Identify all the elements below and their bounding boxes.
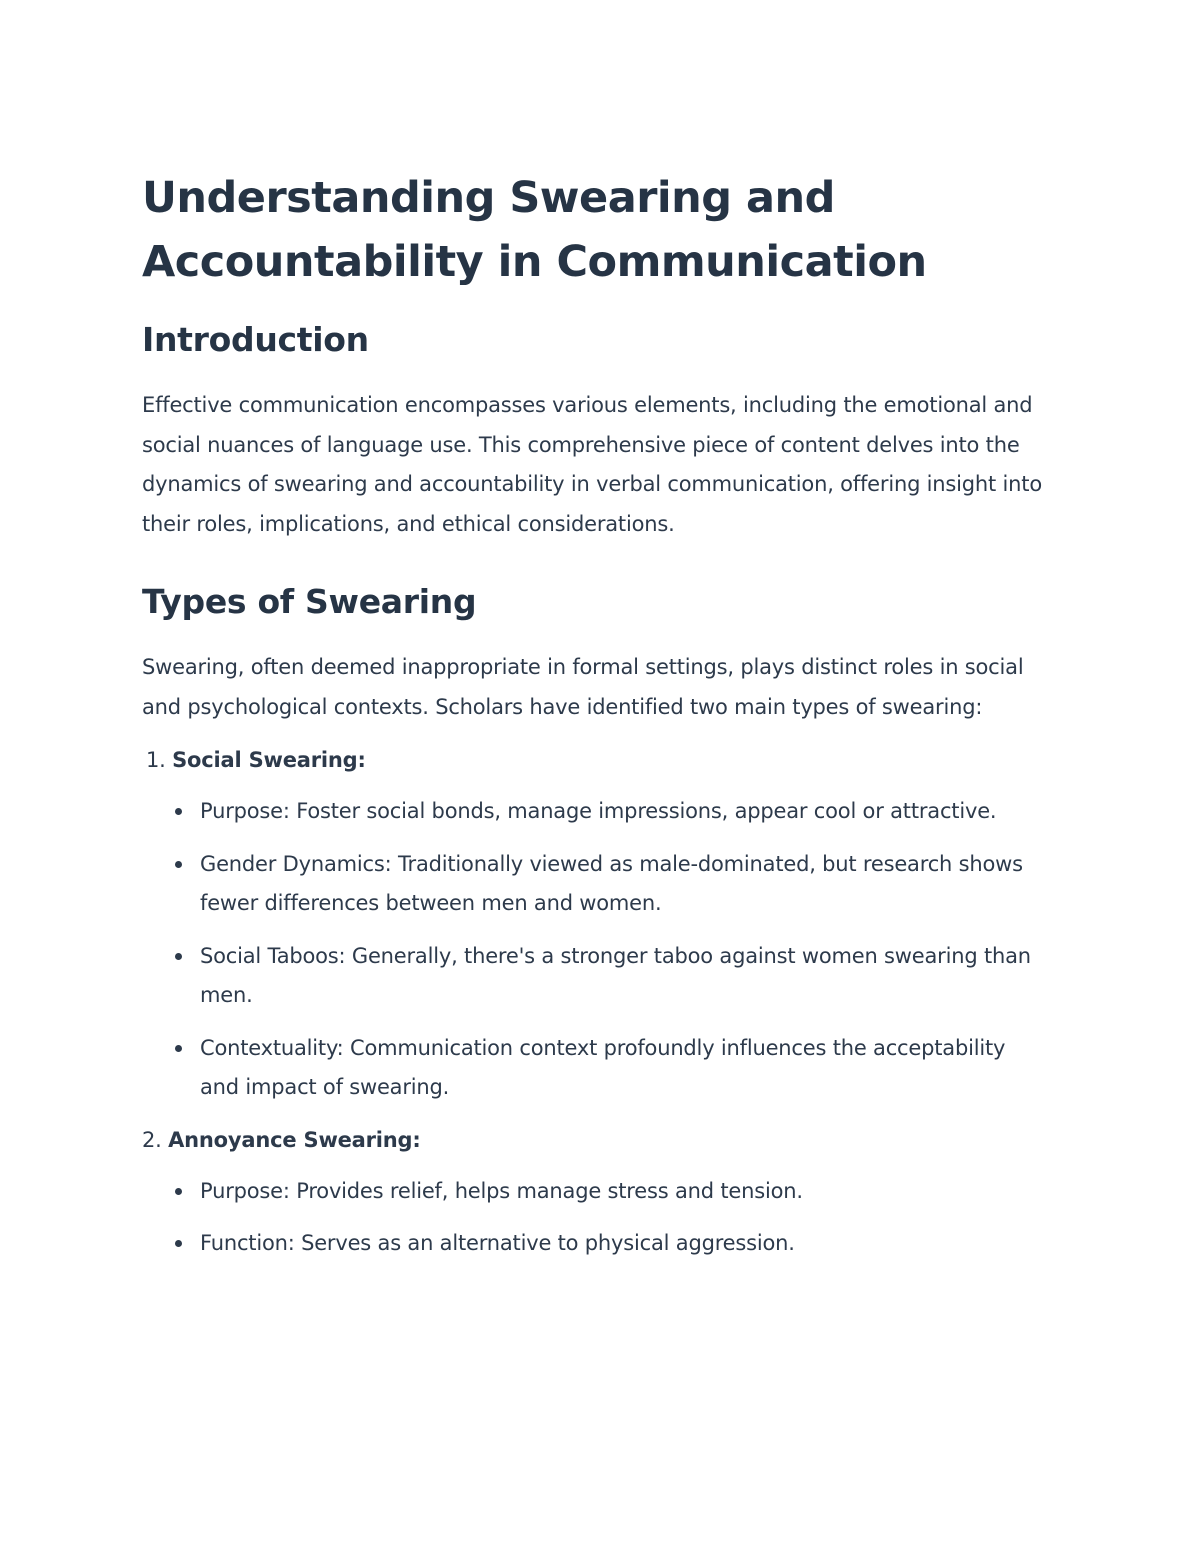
item-number: 2. [142, 1127, 162, 1152]
numbered-item-social-swearing [142, 741, 1050, 780]
bullet-dot-icon [175, 1188, 182, 1195]
document-title: Understanding Swearing and Accountability in Communication [142, 173, 927, 287]
item-label: Social Swearing: [172, 748, 366, 772]
types-paragraph: Swearing, often deemed inappropriate in formal settings, plays distinct roles in social and psychological contexts. Scholars have identified two main types of swearing: [142, 655, 1024, 719]
list-item-text: Gender Dynamics: Traditionally viewed as male-dominated, but research shows fewer differences between men and women. [200, 851, 1023, 915]
bullet-dot-icon [175, 1045, 182, 1052]
bullet-dot-icon [175, 1240, 182, 1247]
list-item-text: Purpose: Provides relief, helps manage stress and tension. [200, 1178, 803, 1203]
list-item-text: Function: Serves as an alternative to physical aggression. [200, 1231, 795, 1255]
bullet-dot-icon [175, 808, 182, 815]
list-item-text: Purpose: Foster social bonds, manage impressions, appear cool or attractive. [200, 799, 997, 823]
section-heading-types-of-swearing: Types of Swearing [142, 582, 477, 621]
list-item [142, 1224, 1050, 1264]
list-item [142, 845, 1050, 924]
list-item [142, 792, 1050, 832]
introduction-paragraph: Effective communication encompasses various elements, including the emotional and social nuances of language use. This comprehensive piece of content delves into the dynamics of swearing and accountability in verbal communication, offering insight into their roles, implications, and ethical considerations. [142, 393, 1042, 536]
bullet-dot-icon [175, 953, 182, 960]
bullet-list-social-swearing [142, 792, 1050, 1108]
section-heading-introduction: Introduction [142, 320, 369, 359]
list-item [142, 1172, 1050, 1212]
list-item-text: Contextuality: Communication context profoundly influences the acceptability and impact of swearing. [200, 1035, 1006, 1099]
list-item [142, 1029, 1050, 1108]
bullet-list-annoyance-swearing [142, 1172, 1050, 1264]
list-item-text: Social Taboos: Generally, there's a stronger taboo against women swearing than men. [200, 943, 1031, 1007]
list-item [142, 937, 1050, 1016]
numbered-item-annoyance-swearing [142, 1121, 1050, 1160]
item-number: 1. [146, 748, 166, 772]
bullet-dot-icon [175, 861, 182, 868]
item-label: Annoyance Swearing: [168, 1127, 421, 1152]
